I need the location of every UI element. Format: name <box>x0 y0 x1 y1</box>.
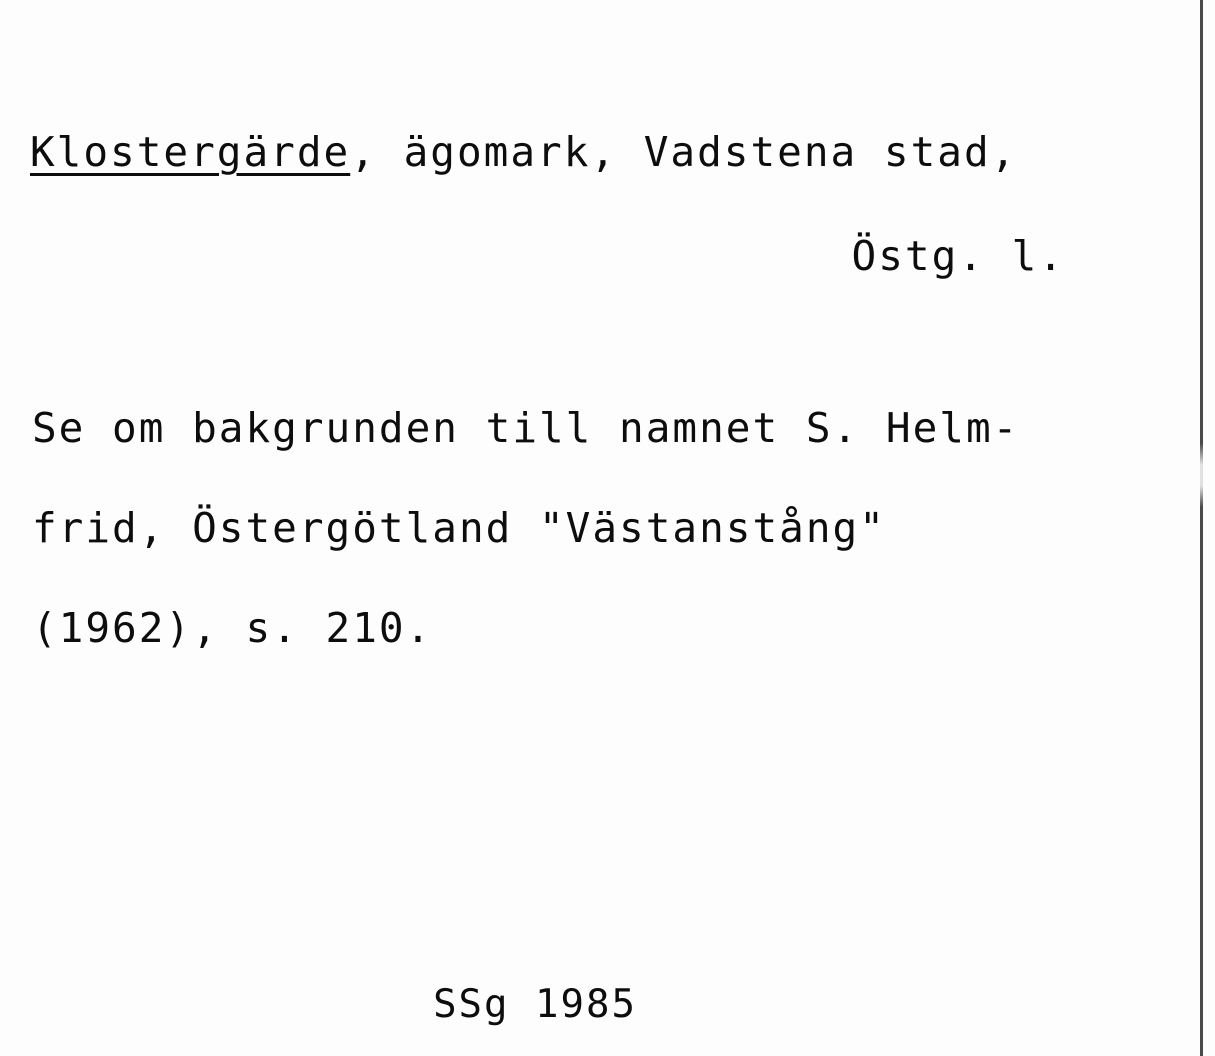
body-line: (1962), s. 210. <box>32 604 433 652</box>
card-content <box>30 0 1170 1056</box>
headword-suffix: , ägomark, Vadstena stad, <box>350 128 1018 176</box>
body-line: frid, Östergötland "Västanstång" <box>32 504 886 552</box>
body-text <box>32 378 1152 678</box>
headword: Klostergärde <box>30 128 351 176</box>
card-edge-line <box>1200 0 1203 1056</box>
headword-line <box>30 128 1017 176</box>
body-line: Se om bakgrunden till namnet S. Helm- <box>32 404 1020 452</box>
signature: SSg 1985 <box>433 982 637 1027</box>
place-code: Östg. l. <box>851 232 1065 280</box>
